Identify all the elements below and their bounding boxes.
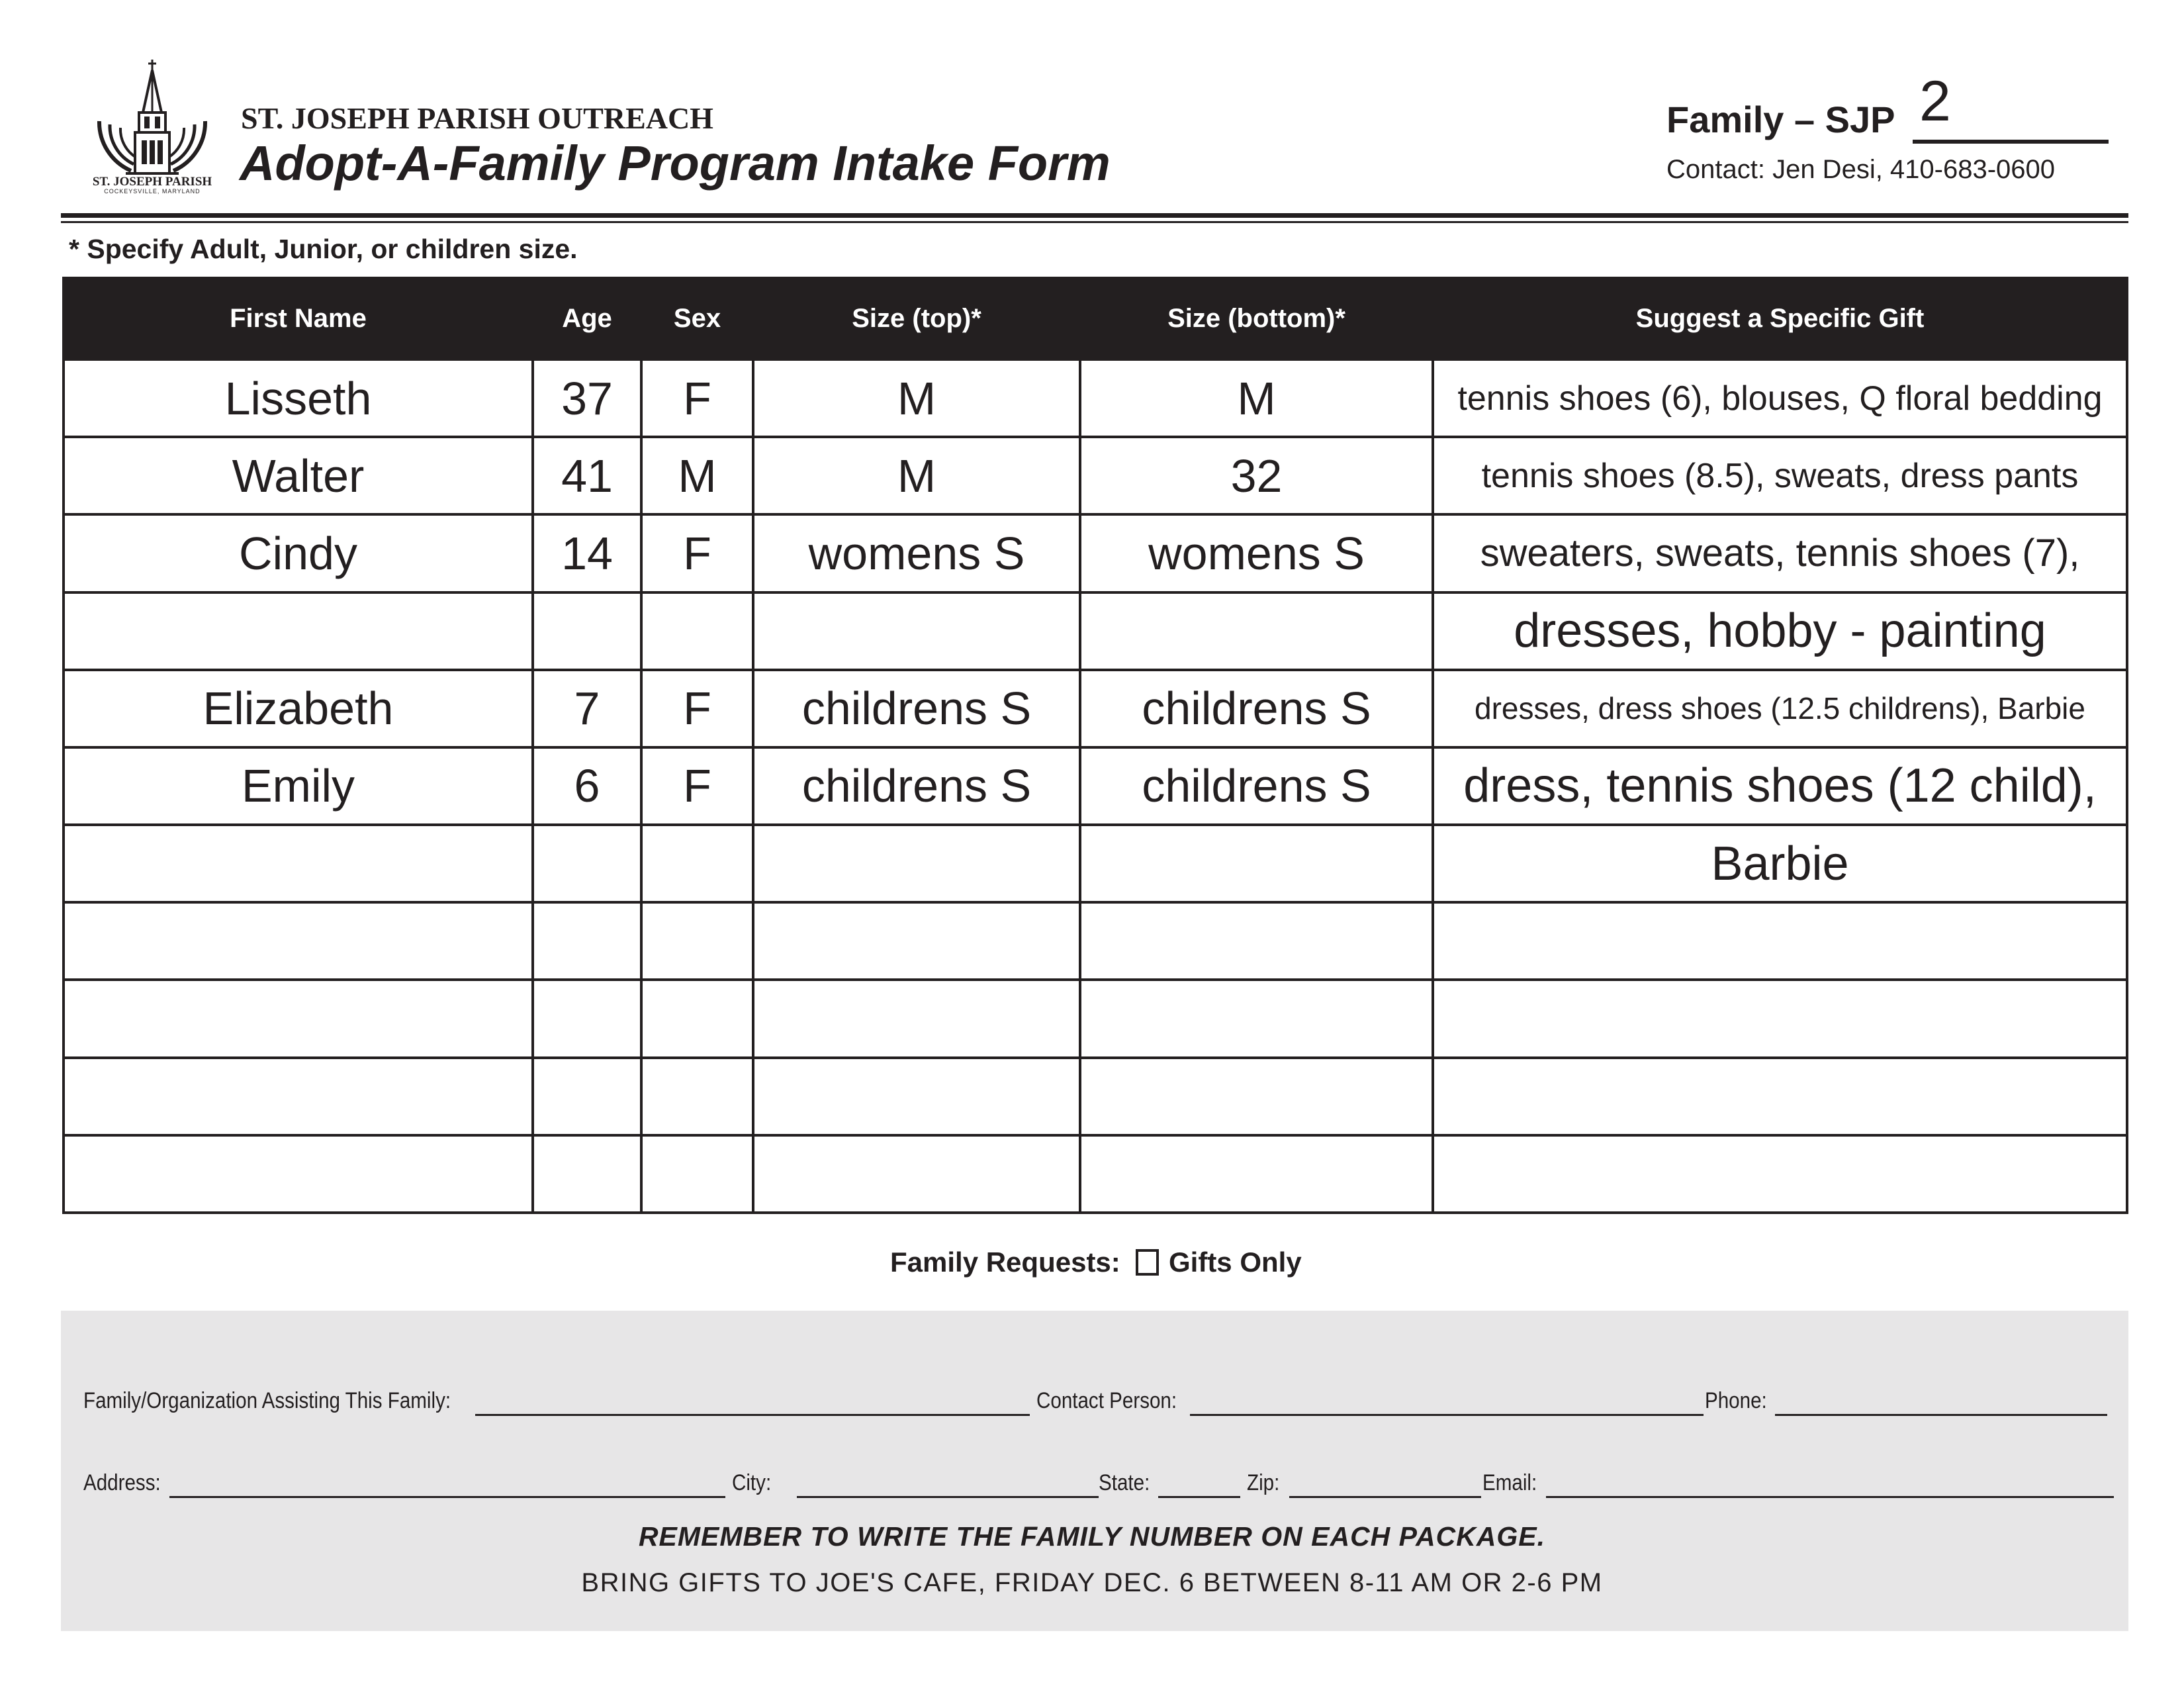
age-cell[interactable]: 6 xyxy=(533,747,641,825)
first-name-cell[interactable] xyxy=(64,825,533,902)
table-row xyxy=(64,359,2127,437)
family-number-line xyxy=(1913,140,2109,144)
age-cell[interactable] xyxy=(533,1135,641,1213)
city-field[interactable] xyxy=(797,1496,1099,1498)
size-bottom-cell[interactable]: womens S xyxy=(1080,514,1433,592)
email-field[interactable] xyxy=(1546,1496,2114,1498)
zip-field[interactable] xyxy=(1289,1496,1481,1498)
gift-cell[interactable]: tennis shoes (8.5), sweats, dress pants xyxy=(1433,437,2127,514)
first-name-cell[interactable] xyxy=(64,592,533,670)
column-header-gift: Suggest a Specific Gift xyxy=(1433,278,2127,359)
gift-cell[interactable]: dresses, hobby - painting xyxy=(1433,592,2127,670)
size-top-cell[interactable] xyxy=(753,592,1080,670)
age-cell[interactable] xyxy=(533,1058,641,1135)
size-top-cell[interactable] xyxy=(753,1135,1080,1213)
size-bottom-cell[interactable] xyxy=(1080,1058,1433,1135)
sex-cell[interactable] xyxy=(641,902,753,980)
size-bottom-cell[interactable] xyxy=(1080,825,1433,902)
size-top-cell[interactable]: childrens S xyxy=(753,670,1080,747)
address-field[interactable] xyxy=(169,1496,725,1498)
table-row xyxy=(64,592,2127,670)
first-name-cell[interactable]: Lisseth xyxy=(64,359,533,437)
table-row xyxy=(64,437,2127,514)
gift-cell[interactable] xyxy=(1433,902,2127,980)
family-requests-label: Family Requests: xyxy=(890,1246,1120,1278)
age-cell[interactable]: 37 xyxy=(533,359,641,437)
column-header-size-bottom: Size (bottom)* xyxy=(1080,278,1433,359)
gift-cell[interactable] xyxy=(1433,1058,2127,1135)
reminder-text: REMEMBER TO WRITE THE FAMILY NUMBER ON EACH PACKAGE. xyxy=(638,1521,1546,1552)
contact-person-field[interactable] xyxy=(1190,1414,1704,1416)
size-bottom-cell[interactable]: childrens S xyxy=(1080,670,1433,747)
assisting-family-field[interactable] xyxy=(475,1414,1030,1416)
table-row xyxy=(64,902,2127,980)
gift-cell[interactable]: sweaters, sweats, tennis shoes (7), xyxy=(1433,514,2127,592)
family-number-label: Family – SJP xyxy=(1666,99,1895,140)
gifts-only-checkbox[interactable] xyxy=(1136,1249,1159,1276)
sex-cell[interactable] xyxy=(641,980,753,1057)
table-row xyxy=(64,747,2127,825)
sex-cell[interactable]: F xyxy=(641,359,753,437)
size-bottom-cell[interactable] xyxy=(1080,1135,1433,1213)
age-cell[interactable] xyxy=(533,902,641,980)
sex-cell[interactable] xyxy=(641,825,753,902)
size-bottom-cell[interactable]: M xyxy=(1080,359,1433,437)
sex-cell[interactable] xyxy=(641,1058,753,1135)
logo-place: COCKEYSVILLE, MARYLAND xyxy=(104,188,201,195)
sex-cell[interactable]: M xyxy=(641,437,753,514)
first-name-cell[interactable] xyxy=(64,902,533,980)
sex-cell[interactable]: F xyxy=(641,514,753,592)
table-row xyxy=(64,670,2127,747)
header-divider-thin xyxy=(61,221,2128,223)
organization-name: ST. JOSEPH PARISH OUTREACH xyxy=(241,101,713,135)
column-header-sex: Sex xyxy=(641,278,753,359)
city-label: City: xyxy=(732,1470,772,1495)
address-label: Address: xyxy=(83,1470,161,1495)
size-bottom-cell[interactable] xyxy=(1080,902,1433,980)
zip-label: Zip: xyxy=(1247,1470,1280,1495)
size-top-cell[interactable]: womens S xyxy=(753,514,1080,592)
size-bottom-cell[interactable]: 32 xyxy=(1080,437,1433,514)
gift-cell[interactable]: dresses, dress shoes (12.5 childrens), Barbie xyxy=(1433,670,2127,747)
gift-cell[interactable]: tennis shoes (6), blouses, Q floral bedding xyxy=(1433,359,2127,437)
age-cell[interactable]: 7 xyxy=(533,670,641,747)
first-name-cell[interactable] xyxy=(64,980,533,1057)
age-cell[interactable]: 14 xyxy=(533,514,641,592)
family-members-table xyxy=(62,277,2126,1214)
size-bottom-cell[interactable]: childrens S xyxy=(1080,747,1433,825)
size-note: * Specify Adult, Junior, or children size. xyxy=(69,234,578,264)
gift-cell[interactable] xyxy=(1433,980,2127,1057)
table-row xyxy=(64,1135,2127,1213)
age-cell[interactable] xyxy=(533,592,641,670)
table-header-row xyxy=(64,278,2127,359)
sex-cell[interactable]: F xyxy=(641,670,753,747)
size-top-cell[interactable] xyxy=(753,1058,1080,1135)
first-name-cell[interactable]: Cindy xyxy=(64,514,533,592)
age-cell[interactable]: 41 xyxy=(533,437,641,514)
header-divider xyxy=(61,213,2128,218)
first-name-cell[interactable]: Emily xyxy=(64,747,533,825)
table-row xyxy=(64,980,2127,1057)
size-bottom-cell[interactable] xyxy=(1080,980,1433,1057)
sex-cell[interactable]: F xyxy=(641,747,753,825)
logo-parish-name: ST. JOSEPH PARISH xyxy=(92,175,212,189)
size-top-cell[interactable]: M xyxy=(753,359,1080,437)
assisting-family-label: Family/Organization Assisting This Family: xyxy=(83,1388,451,1413)
gift-cell[interactable] xyxy=(1433,1135,2127,1213)
gift-cell[interactable]: Barbie xyxy=(1433,825,2127,902)
size-bottom-cell[interactable] xyxy=(1080,592,1433,670)
family-number-field[interactable]: 2 xyxy=(1919,70,1951,133)
phone-label: Phone: xyxy=(1705,1388,1767,1413)
size-top-cell[interactable] xyxy=(753,902,1080,980)
gifts-only-label: Gifts Only xyxy=(1169,1246,1302,1278)
size-top-cell[interactable]: childrens S xyxy=(753,747,1080,825)
size-top-cell[interactable] xyxy=(753,825,1080,902)
contact-info: Contact: Jen Desi, 410-683-0600 xyxy=(1666,155,2056,184)
sex-cell[interactable] xyxy=(641,1135,753,1213)
table-row xyxy=(64,825,2127,902)
contact-person-label: Contact Person: xyxy=(1036,1388,1177,1413)
first-name-cell[interactable]: Elizabeth xyxy=(64,670,533,747)
table-row xyxy=(64,514,2127,592)
column-header-age: Age xyxy=(533,278,641,359)
sex-cell[interactable] xyxy=(641,592,753,670)
age-cell[interactable] xyxy=(533,980,641,1057)
size-top-cell[interactable] xyxy=(753,980,1080,1057)
phone-field[interactable] xyxy=(1775,1414,2107,1416)
age-cell[interactable] xyxy=(533,825,641,902)
table-row xyxy=(64,1058,2127,1135)
state-label: State: xyxy=(1099,1470,1150,1495)
gift-cell[interactable]: dress, tennis shoes (12 child), xyxy=(1433,747,2127,825)
first-name-cell[interactable] xyxy=(64,1135,533,1213)
email-label: Email: xyxy=(1482,1470,1537,1495)
form-title: Adopt-A-Family Program Intake Form xyxy=(240,136,1111,191)
dropoff-instructions: BRING GIFTS TO JOE'S CAFE, FRIDAY DEC. 6 BETWEEN 8-11 AM OR 2-6 PM xyxy=(581,1568,1603,1597)
first-name-cell[interactable] xyxy=(64,1058,533,1135)
column-header-size-top: Size (top)* xyxy=(753,278,1080,359)
column-header-first-name: First Name xyxy=(64,278,533,359)
size-top-cell[interactable]: M xyxy=(753,437,1080,514)
state-field[interactable] xyxy=(1158,1496,1240,1498)
first-name-cell[interactable]: Walter xyxy=(64,437,533,514)
